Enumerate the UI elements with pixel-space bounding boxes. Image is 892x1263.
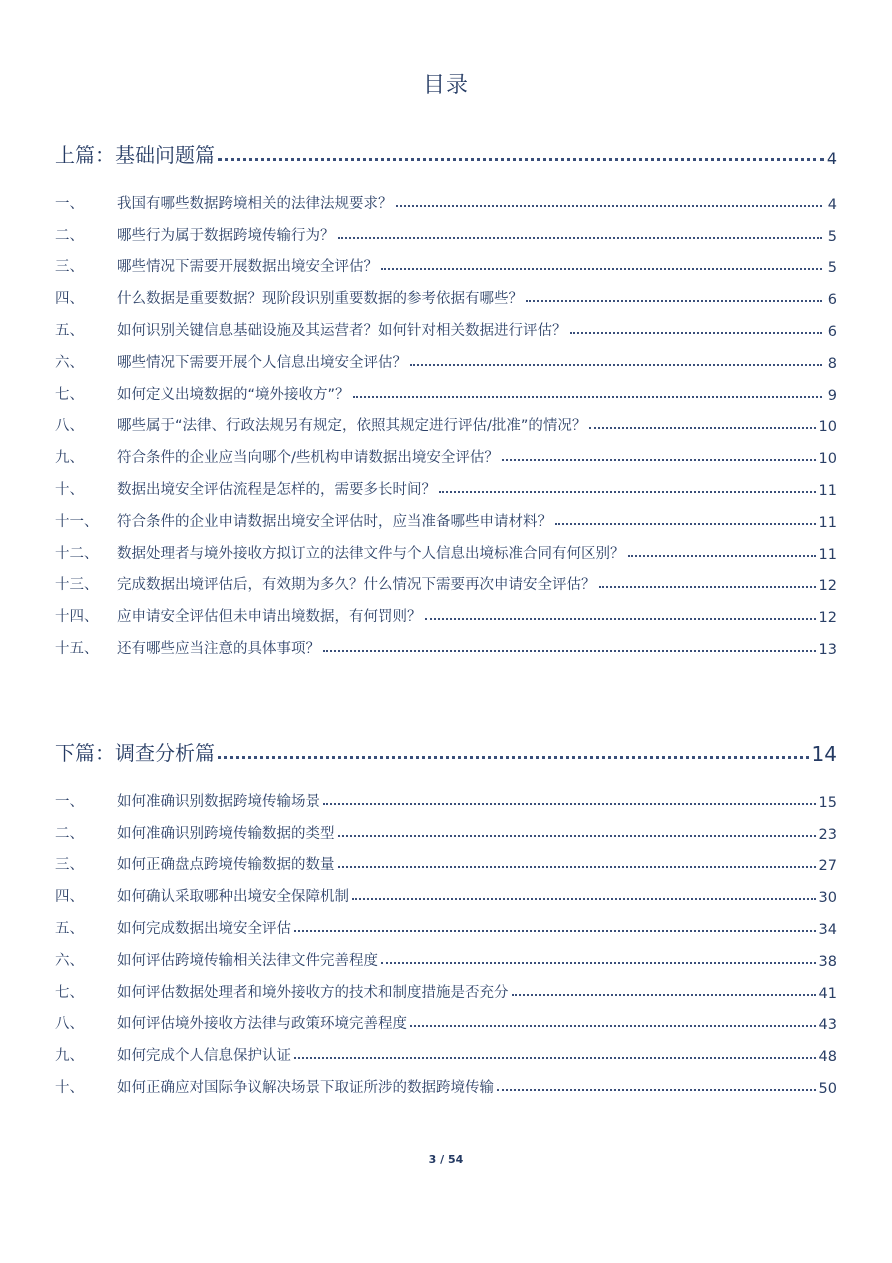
toc-entry-page: 34 [818,921,837,938]
toc-entry-title: 应申请安全评估但未申请出境数据，有何罚则？ [117,609,422,626]
toc-entry-title: 哪些情况下需要开展数据出境安全评估？ [117,259,378,276]
dot-leader [555,523,816,525]
toc-entry-number: 十四、 [55,609,99,626]
toc-entry[interactable] [55,779,837,811]
toc-entry-number: 九、 [55,1048,84,1065]
toc-part-2 [55,732,837,1097]
dot-leader [338,835,816,837]
part-heading-label: 上篇：基础问题篇 [55,143,215,167]
toc-entry[interactable] [55,906,837,938]
dot-leader [410,1025,816,1027]
toc-entry[interactable] [55,563,837,595]
dot-leader [338,237,823,239]
toc-entry-title: 还有哪些应当注意的具体事项？ [117,640,320,657]
toc-entry-number: 七、 [55,984,84,1001]
toc-entry-page: 11 [818,546,837,563]
dot-leader [381,268,822,270]
toc-entry-number: 五、 [55,322,84,339]
toc-entry-page: 38 [818,953,837,970]
toc-entry-number: 二、 [55,825,84,842]
toc-entry-title: 如何准确识别数据跨境传输场景 [117,793,320,810]
dot-leader [353,396,822,398]
toc-entry-number: 十三、 [55,577,99,594]
toc-entry[interactable] [55,938,837,970]
toc-entry-title: 哪些行为属于数据跨境传输行为？ [117,227,335,244]
toc-entry-number: 三、 [55,857,84,874]
toc-part-2-heading[interactable] [55,732,837,766]
toc-entry-number: 八、 [55,1016,84,1033]
toc-entry[interactable] [55,1065,837,1097]
toc-entry-page: 11 [818,482,837,499]
toc-entry-number: 八、 [55,418,84,435]
toc-entry-page: 5 [827,260,837,277]
toc-entry-title: 我国有哪些数据跨境相关的法律法规要求？ [117,195,393,212]
toc-entry-title: 什么数据是重要数据？现阶段识别重要数据的参考依据有哪些？ [117,291,523,308]
dot-leader [323,650,816,652]
dot-leader [323,803,816,805]
toc-entry-title: 如何定义出境数据的“境外接收方”？ [117,386,350,403]
toc-entry-number: 六、 [55,354,84,371]
toc-entry[interactable] [55,626,837,658]
toc-entry[interactable] [55,213,837,245]
toc-entry[interactable] [55,874,837,906]
toc-entry-title: 如何评估境外接收方法律与政策环境完善程度 [117,1016,407,1033]
dot-leader [381,962,816,964]
toc-entry-title: 如何准确识别跨境传输数据的类型 [117,825,335,842]
dot-leader [497,1089,816,1091]
toc-entry-title: 数据处理者与境外接收方拟订立的法律文件与个人信息出境标准合同有何区别？ [117,545,625,562]
toc-entry-page: 12 [818,610,837,627]
dot-leader [352,898,816,900]
toc-entry-page: 4 [827,196,837,213]
toc-entry-title: 如何正确盘点跨境传输数据的数量 [117,857,335,874]
toc-entry[interactable] [55,245,837,277]
toc-entry[interactable] [55,340,837,372]
toc-entry-title: 如何评估数据处理者和境外接收方的技术和制度措施是否充分 [117,984,509,1001]
toc-entry[interactable] [55,1033,837,1065]
toc-entry-title: 数据出境安全评估流程是怎样的，需要多长时间？ [117,481,436,498]
toc-part-1-entries [55,181,837,658]
toc-entry-number: 一、 [55,195,84,212]
part-heading-page: 14 [811,742,837,766]
dot-leader [512,994,816,996]
toc-entry-number: 十、 [55,481,84,498]
toc-entry-page: 6 [827,323,837,340]
page-indicator: 3 / 54 [428,1153,464,1166]
toc-entry[interactable] [55,372,837,404]
toc-entry-title: 哪些属于“法律、行政法规另有规定，依照其规定进行评估/批准”的情况？ [117,418,587,435]
dot-leader [218,756,809,759]
toc-entry-page: 43 [818,1017,837,1034]
toc-entry-title: 如何完成个人信息保护认证 [117,1048,291,1065]
dot-leader [570,332,823,334]
toc-entry[interactable] [55,435,837,467]
toc-entry-title: 符合条件的企业申请数据出境安全评估时，应当准备哪些申请材料？ [117,513,552,530]
part-heading-label: 下篇：调查分析篇 [55,741,215,765]
toc-entry-number: 七、 [55,386,84,403]
dot-leader [218,158,824,161]
dot-leader [439,491,816,493]
toc-entry-title: 哪些情况下需要开展个人信息出境安全评估？ [117,354,407,371]
toc-entry-number: 四、 [55,889,84,906]
toc-part-1 [55,134,837,658]
toc-entry-page: 9 [827,387,837,404]
toc-entry-page: 48 [818,1049,837,1066]
toc-entry-number: 一、 [55,793,84,810]
toc-entry-page: 12 [818,578,837,595]
part-heading-page: 4 [826,149,837,168]
toc-entry-number: 二、 [55,227,84,244]
toc-entry-title: 如何评估跨境传输相关法律文件完善程度 [117,952,378,969]
toc-entry[interactable] [55,181,837,213]
dot-leader [628,555,816,557]
page-title: 目录 [422,73,469,98]
toc-entry-title: 如何完成数据出境安全评估 [117,920,291,937]
toc-entry[interactable] [55,404,837,436]
toc-entry[interactable] [55,467,837,499]
dot-leader [502,459,816,461]
toc-entry-page: 15 [818,794,837,811]
dot-leader [294,930,816,932]
toc-entry-page: 41 [818,985,837,1002]
toc-entry-number: 九、 [55,450,84,467]
toc-entry-title: 完成数据出境评估后，有效期为多久？什么情况下需要再次申请安全评估？ [117,577,596,594]
toc-entry-number: 三、 [55,259,84,276]
toc-entry-page: 27 [818,858,837,875]
toc-entry-page: 8 [827,355,837,372]
dot-leader [294,1057,816,1059]
dot-leader [396,205,823,207]
toc-entry-number: 十、 [55,1079,84,1096]
toc-part-2-entries [55,779,837,1097]
toc-entry-page: 50 [818,1080,837,1097]
dot-leader [338,866,816,868]
toc-entry-number: 十一、 [55,513,99,530]
toc-entry[interactable] [55,843,837,875]
toc-entry[interactable] [55,308,837,340]
toc-entry-title: 符合条件的企业应当向哪个/些机构申请数据出境安全评估？ [117,450,499,467]
toc-entry[interactable] [55,499,837,531]
toc-entry-title: 如何正确应对国际争议解决场景下取证所涉的数据跨境传输 [117,1079,494,1096]
dot-leader [425,618,816,620]
toc-entry-page: 5 [827,228,837,245]
toc-entry-number: 四、 [55,291,84,308]
toc-entry-page: 10 [818,451,837,468]
toc-entry-number: 六、 [55,952,84,969]
toc-entry[interactable] [55,970,837,1002]
toc-entry-number: 十二、 [55,545,99,562]
toc-entry-title: 如何确认采取哪种出境安全保障机制 [117,889,349,906]
toc-entry-page: 10 [818,419,837,436]
toc-entry-page: 23 [818,826,837,843]
dot-leader [410,364,822,366]
toc-entry-page: 6 [827,292,837,309]
toc-entry-number: 十五、 [55,640,99,657]
dot-leader [599,586,816,588]
toc-entry[interactable] [55,1002,837,1034]
toc-entry[interactable] [55,811,837,843]
toc-entry-number: 五、 [55,920,84,937]
toc-entry-title: 如何识别关键信息基础设施及其运营者？如何针对相关数据进行评估？ [117,322,567,339]
toc-entry-page: 13 [818,641,837,658]
toc-entry[interactable] [55,531,837,563]
toc-entry[interactable] [55,276,837,308]
dot-leader [526,300,822,302]
toc-entry[interactable] [55,594,837,626]
toc-part-1-heading[interactable] [55,134,837,168]
toc-entry-page: 30 [818,890,837,907]
toc-entry-page: 11 [818,514,837,531]
dot-leader [589,427,815,429]
